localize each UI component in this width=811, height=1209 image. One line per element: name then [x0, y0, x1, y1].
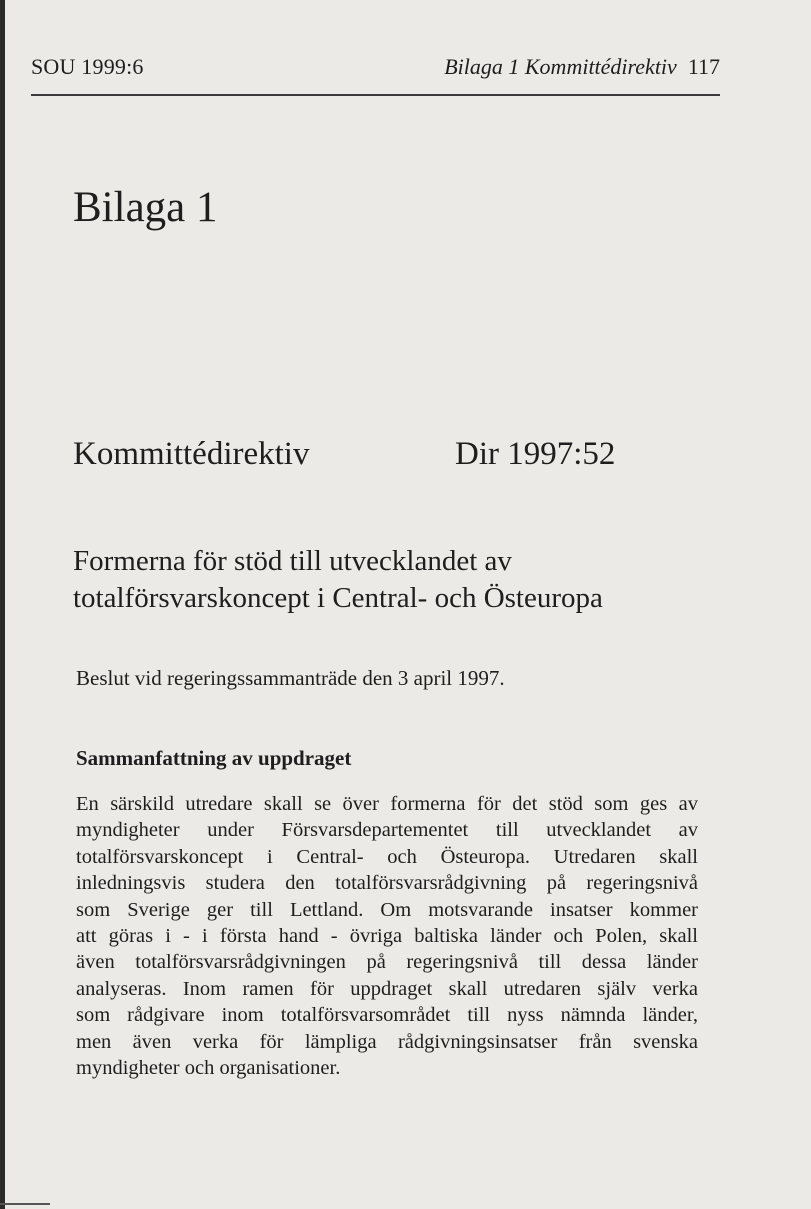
paragraph-line: även totalförsvarsrådgivningen på regeringsnivå till dessa länder: [76, 951, 698, 974]
directive-subject: [73, 543, 713, 617]
paragraph-line: En särskild utredare skall se över formerna för det stöd som ges av: [76, 793, 698, 815]
decision-line: Beslut vid regeringssammanträde den 3 april 1997.: [76, 666, 505, 690]
header-report-id: SOU 1999:6: [31, 54, 144, 79]
summary-paragraph: [76, 791, 698, 1081]
subject-line: totalförsvarskoncept i Central- och Östeuropa: [73, 582, 603, 614]
paragraph-line: att göras i - i första hand - övriga baltiska länder och Polen, skall: [76, 924, 698, 947]
header-section-title: Bilaga 1 Kommittédirektiv: [444, 54, 677, 79]
appendix-title: Bilaga 1: [73, 184, 218, 231]
paragraph-line: inledningsvis studera den totalförsvarsrådgivning på regeringsnivå: [76, 872, 698, 895]
directive-label: Kommittédirektiv: [73, 436, 310, 472]
page-edge-shadow: [0, 0, 5, 1209]
page-number: 117: [687, 54, 720, 79]
bottom-margin-mark: [0, 1203, 50, 1205]
paragraph-line: myndigheter och organisationer.: [76, 1056, 341, 1079]
subject-line: Formerna för stöd till utvecklandet av: [73, 545, 512, 577]
section-heading: Sammanfattning av uppdraget: [76, 746, 352, 770]
paragraph-line: som Sverige ger till Lettland. Om motsvarande insatser kommer: [76, 898, 698, 921]
header-section: [444, 54, 720, 80]
paragraph-line: men även verka för lämpliga rådgivningsinsatser från svenska: [76, 1030, 698, 1053]
paragraph-line: myndigheter under Försvarsdepartementet till utvecklandet av: [76, 819, 698, 842]
paragraph-line: totalförsvarskoncept i Central- och Östeuropa. Utredaren skall: [76, 845, 698, 868]
header-rule: [31, 94, 720, 96]
paragraph-line: som rådgivare inom totalförsvarsområdet till nyss nämnda länder,: [76, 1004, 698, 1027]
paragraph-line: analyseras. Inom ramen för uppdraget skall utredaren själv verka: [76, 977, 698, 1000]
running-header: [31, 54, 720, 88]
directive-number: Dir 1997:52: [455, 436, 616, 472]
